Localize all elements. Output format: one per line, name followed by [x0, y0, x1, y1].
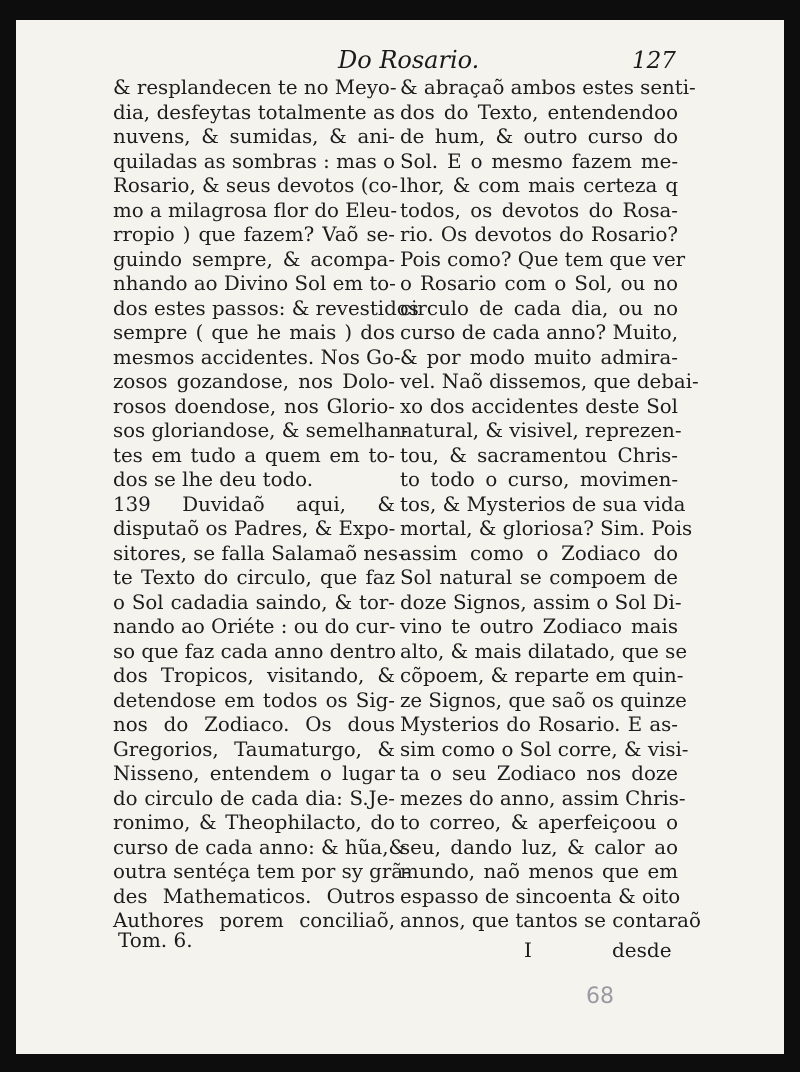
text-line: dos do Texto, entendendoo — [400, 100, 678, 124]
page-header — [0, 46, 800, 80]
text-line: lhor, & com mais certeza q — [400, 174, 678, 197]
text-line: sos gloriandose, & semelhan- — [113, 419, 409, 442]
text-line: xo dos accidentes deste Sol — [400, 394, 678, 418]
text-line: Sol. E o mesmo fazem me- — [400, 149, 678, 173]
text-line: doze Signos, assim o Sol Di- — [400, 590, 682, 614]
text-line: quiladas as sombras : mas o — [113, 149, 395, 173]
signature-mark: I — [524, 938, 532, 962]
text-line: & resplandecen te no Meyo- — [113, 76, 397, 99]
text-line: dos Tropicos, visitando, & — [113, 664, 395, 687]
text-line: nuvens, & sumidas, & ani- — [113, 125, 395, 148]
text-line: cõpoem, & reparte em quin- — [400, 664, 684, 687]
text-line: rosos doendose, nos Glorio- — [113, 394, 395, 418]
text-line: o Sol cadadia saindo, & tor- — [113, 590, 395, 614]
text-line: alto, & mais dilatado, que se — [400, 639, 688, 663]
text-line: tos, & Mysterios de sua vida — [400, 492, 686, 516]
pencil-annotation: 68 — [586, 984, 614, 1009]
text-line: nos do Zodiaco. Os dous — [113, 713, 395, 736]
text-line: Sol natural se compoem de — [400, 566, 678, 589]
text-line: des Mathematicos. Outros — [113, 884, 395, 908]
text-line: to todo o curso, movimen- — [400, 468, 678, 491]
text-line: curso de cada anno? Muito, — [400, 321, 678, 344]
text-line: te Texto do circulo, que faz — [113, 566, 395, 589]
text-line: vel. Naõ dissemos, que debai- — [400, 370, 699, 393]
text-line: sitores, se falla Salamaõ nes- — [113, 541, 405, 565]
text-line: Rosario, & seus devotos (co- — [113, 174, 399, 197]
text-line: dia, desfeytas totalmente as — [113, 100, 395, 124]
text-line: dos se lhe deu todo. — [113, 468, 313, 491]
text-line: vino te outro Zodiaco mais — [400, 615, 678, 638]
text-line: Nisseno, entendem o lugar — [113, 762, 395, 785]
text-line: de hum, & outro curso do — [400, 125, 678, 148]
text-line: 139 Duvidaõ aqui, & — [113, 492, 395, 516]
text-line: zosos gozandose, nos Dolo- — [113, 370, 395, 393]
text-line: mo a milagrosa flor do Eleu- — [113, 198, 398, 222]
text-line: guindo sempre, & acompa- — [113, 247, 395, 271]
catchword: desde — [612, 938, 672, 962]
text-line: assim como o Zodiaco do — [400, 541, 678, 565]
text-line: tou, & sacramentou Chris- — [400, 443, 678, 467]
text-line: todos, os devotos do Rosa- — [400, 198, 678, 222]
text-line: nando ao Oriéte : ou do cur- — [113, 615, 396, 638]
running-head: Do Rosario. — [338, 46, 480, 74]
text-line: sempre ( que he mais ) dos — [113, 321, 395, 344]
text-line: to correo, & aperfeiçoou o — [400, 811, 678, 834]
text-line: circulo de cada dia, ou no — [400, 296, 678, 320]
text-line: Gregorios, Taumaturgo, & — [113, 737, 395, 761]
text-line: tes em tudo a quem em to- — [113, 443, 395, 467]
text-line: ronimo, & Theophilacto, do — [113, 811, 395, 834]
text-line: so que faz cada anno dentro — [113, 639, 397, 663]
text-line: Pois como? Que tem que ver — [400, 247, 686, 271]
text-line: Authores porem conciliaõ, — [113, 909, 395, 932]
text-line: & abraçaõ ambos estes senti- — [400, 76, 696, 99]
text-line: espasso de sincoenta & oito — [400, 884, 681, 908]
text-line: detendose em todos os Sig- — [113, 688, 395, 712]
text-line: do circulo de cada dia: S.Je- — [113, 786, 395, 810]
text-line: sim como o Sol corre, & visi- — [400, 737, 689, 761]
page-number: 127 — [632, 48, 676, 74]
text-line: rio. Os devotos do Rosario? — [400, 223, 678, 246]
volume-marker: Tom. 6. — [118, 928, 193, 952]
text-line: dos estes passos: & revestidos — [113, 296, 419, 320]
text-line: seu, dando luz, & calor ao — [400, 835, 678, 859]
text-line: nhando ao Divino Sol em to- — [113, 272, 396, 295]
text-line: outra sentéça tem por sy grã- — [113, 860, 410, 883]
text-line: o Rosario com o Sol, ou no — [400, 272, 678, 295]
text-line: mezes do anno, assim Chris- — [400, 786, 686, 810]
text-line: mesmos accidentes. Nos Go- — [113, 345, 401, 369]
text-line: ta o seu Zodiaco nos doze — [400, 762, 678, 785]
right-text-column — [400, 76, 701, 934]
text-line: disputaõ os Padres, & Expo- — [113, 517, 396, 540]
text-line: natural, & visivel, reprezen- — [400, 419, 682, 442]
text-line: ze Signos, que saõ os quinze — [400, 688, 687, 712]
text-line: rropio ) que fazem? Vaõ se- — [113, 223, 395, 246]
text-line: mortal, & gloriosa? Sim. Pois — [400, 517, 693, 540]
text-line: annos, que tantos se contaraõ — [400, 909, 701, 932]
text-line: Mysterios do Rosario. E as- — [400, 713, 678, 736]
text-line: curso de cada anno: & hũa,& — [113, 835, 407, 859]
text-line: & por modo muito admira- — [400, 345, 678, 369]
text-line: mundo, naõ menos que em — [400, 860, 678, 883]
left-text-column — [113, 76, 419, 934]
